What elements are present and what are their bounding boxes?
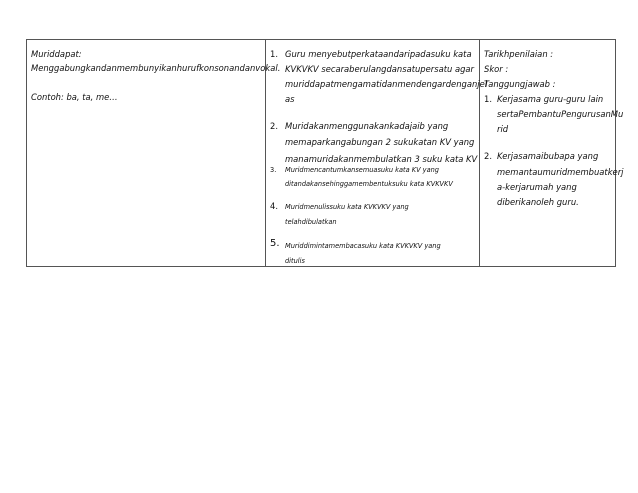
step-number: 5. [270,238,280,249]
support-number: 2. [484,151,492,161]
step-line: muriddapatmengamatidanmendengardenganjel [285,79,488,89]
objective-intro: Muriddapat: [31,49,82,59]
step-line: Guru menyebutperkataandaripadasuku kata [285,49,472,59]
step-line: telahdibulatkan [285,218,337,226]
step-line: KVKVKV secaraberulangdansatupersatu agar [285,64,474,74]
step-line: ditandakansehinggamembentuksuku kata KVKVKV [285,180,453,188]
step-line: Muridakanmenggunakankadajaib yang [285,121,449,131]
objective-column [27,40,281,266]
support-line: memantaumuridmembuatkerj [497,167,624,177]
step-line: as [285,94,295,104]
step-line: manamuridakanmembulatkan 3 suku kata KV [285,154,478,164]
step-number: 3. [270,166,277,174]
assessment-column [480,40,624,266]
step-line: Muriddimintamembacasuku kata KVKVKV yang [285,242,441,250]
support-line: Kerjasama guru-guru lain [497,94,604,104]
support-number: 1. [484,94,492,104]
support-line: Kerjasamaibubapa yang [497,151,599,161]
date-label: Tarikhpenilaian : [484,49,554,59]
step-line: Muridmencantumkansemuasuku kata KV yang [285,166,439,174]
example-text: Contoh: ba, ta, me… [31,92,118,102]
support-line: rid [497,124,509,134]
support-line: a-kerjarumah yang [497,182,577,192]
objective-text: Menggabungkandanmembunyikanhurufkonsonandanvokal. [31,63,281,73]
step-number: 1. [270,49,278,59]
step-line: ditulis [285,257,305,265]
step-line: Muridmenulissuku kata KVKVKV yang [285,203,409,211]
steps-column [266,40,488,266]
step-number: 2. [270,121,278,131]
step-line: memaparkangabungan 2 sukukatan KV yang [285,137,475,147]
lesson-table [26,39,624,267]
step-number: 4. [270,201,278,211]
score-label: Skor : [484,64,509,74]
support-line: diberikanoleh guru. [497,197,579,207]
support-line: sertaPembantuPengurusanMu [497,109,624,119]
responsibility-label: Tanggungjawab : [484,79,556,89]
